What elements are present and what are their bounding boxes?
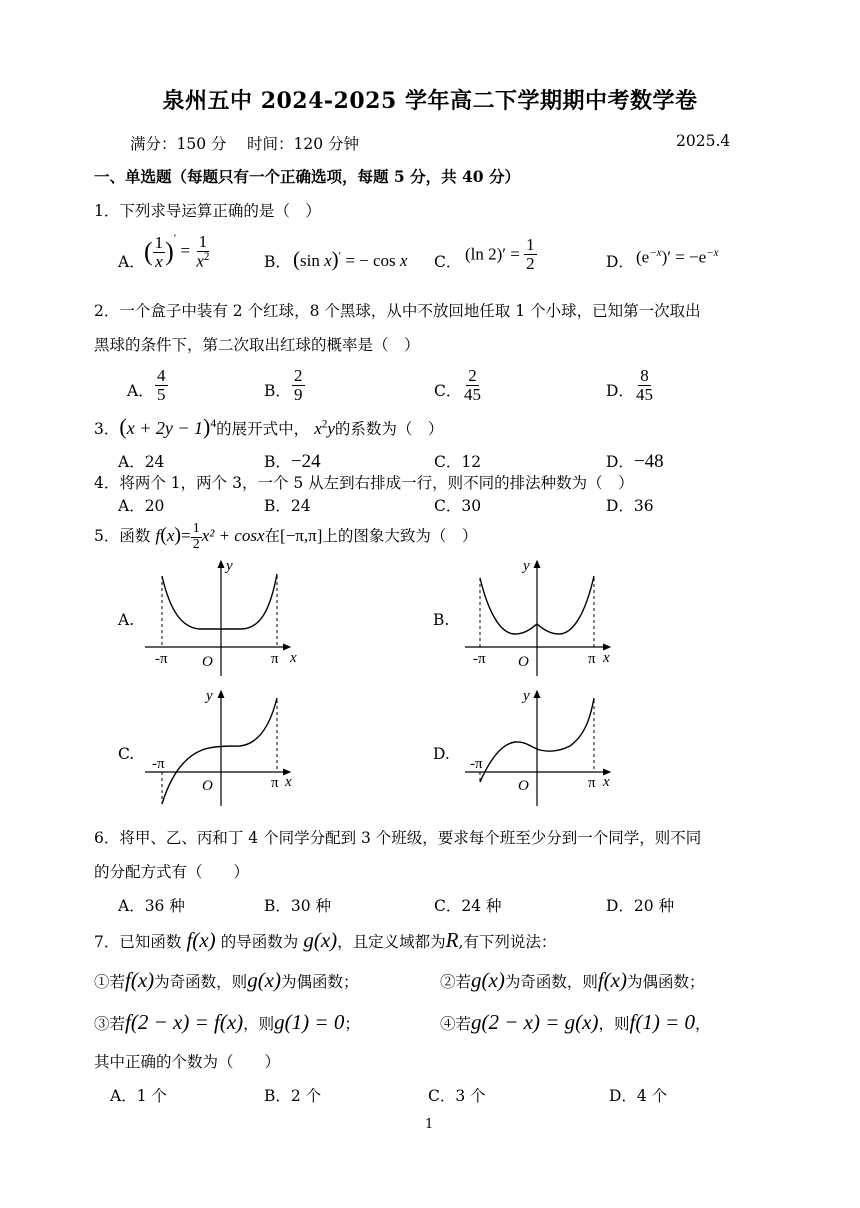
q3-option-d xyxy=(606,450,664,473)
q3-d-value: −48 xyxy=(633,451,664,472)
neg-pi-label: -π xyxy=(155,651,168,667)
q7-s1-g: g(x) xyxy=(247,968,281,992)
q3-power: 4 xyxy=(210,417,217,430)
q1-a-rnum: 1 xyxy=(198,232,208,252)
q5-x: x xyxy=(166,526,175,546)
q7-s2-g: g(x) xyxy=(471,968,505,992)
q5-graph-a xyxy=(140,556,310,678)
q7-s1-f: f(x) xyxy=(125,968,155,992)
q7-s3-pre: ③若 xyxy=(94,1015,126,1033)
q7-s4-mid: ，则 xyxy=(598,1015,630,1033)
page-title: 泉州五中 2024-2025 学年高二下学期期中考数学卷 xyxy=(162,88,698,114)
q7-statement-2 xyxy=(440,968,705,993)
q1-a-eq: = xyxy=(180,241,191,260)
q7-stem xyxy=(94,928,556,953)
x-label: x xyxy=(285,774,292,790)
q7-stem-pre: 7．已知函数 xyxy=(94,933,182,951)
q7-question: 其中正确的个数为（ ） xyxy=(94,1053,281,1071)
q5-in: 在 xyxy=(264,527,281,546)
q3-term-y: y xyxy=(327,419,335,438)
q5-half-num: 1 xyxy=(192,521,200,536)
q5-option-c-label: C. xyxy=(118,745,135,763)
q6-option-b: B．30 种 xyxy=(264,897,332,915)
q3-term-x: x xyxy=(314,419,322,438)
q7-fx: f(x) xyxy=(186,928,216,952)
q5-stem-post: 上的图象大致为（ ） xyxy=(322,527,478,546)
q1-d-mid: )′ = −e xyxy=(661,247,707,267)
q7-s1-mid: 为奇函数，则 xyxy=(154,973,248,991)
q6-option-d: D．20 种 xyxy=(606,897,675,915)
origin-label: O xyxy=(518,778,529,794)
q1-option-b-expr: (sin x)′ = − cos x xyxy=(293,247,408,271)
q5-stem-pre: 5．函数 xyxy=(94,527,151,546)
pi-label: π xyxy=(588,651,596,667)
q7-s2-end: 为偶函数； xyxy=(627,973,705,991)
q1-option-b-label: B． xyxy=(264,253,291,271)
q5-expr-rest: x² + cosx xyxy=(201,526,265,546)
q7-s4-cond: g(2 − x) = g(x) xyxy=(471,1010,599,1034)
q3-b-value: −24 xyxy=(290,451,321,472)
q3-term-pow: 2 xyxy=(321,418,328,431)
q6-option-c: C．24 种 xyxy=(434,897,502,915)
q4-option-d: D．36 xyxy=(606,497,654,515)
q1-stem: 1．下列求导运算正确的是（ ） xyxy=(94,202,321,220)
q2-a-den: 5 xyxy=(157,384,166,404)
q5-graph-d xyxy=(460,686,630,808)
q2-option-b-frac xyxy=(292,367,305,404)
q1-d-e: (e xyxy=(636,247,650,267)
q7-R: R xyxy=(445,928,459,952)
q1-c-num: 1 xyxy=(526,235,535,254)
q7-stem-end: ,有下列说法： xyxy=(458,933,557,951)
q7-s3-end: ； xyxy=(344,1015,360,1033)
q3-stem-end: 的系数为（ ） xyxy=(334,420,444,438)
q1-option-a-label: A． xyxy=(118,253,145,271)
y-label: y xyxy=(523,558,530,574)
q1-a-den: x xyxy=(155,251,163,271)
q2-option-b-label: B． xyxy=(264,382,291,400)
q1-a-num: 1 xyxy=(154,232,164,252)
q5-graph-b xyxy=(460,556,630,678)
q1-option-a-expr: ( $\frac{1}{x}$ )′ = $\frac{1}{x^2}$ xyxy=(144,232,210,271)
origin-label: O xyxy=(202,778,213,794)
q2-b-num: 2 xyxy=(294,366,303,385)
q4-option-c: C．30 xyxy=(434,497,482,515)
q5-option-a-label: A. xyxy=(118,611,135,629)
q5-f: f xyxy=(155,526,161,546)
pi-label: π xyxy=(271,651,279,667)
q7-statement-3 xyxy=(94,1010,360,1035)
q7-statement-4 xyxy=(440,1010,711,1035)
q1-d-sup2: −x xyxy=(706,247,719,259)
q2-option-a-label: A． xyxy=(127,382,154,400)
q7-option-a: A．1 个 xyxy=(110,1087,167,1105)
x-label: x xyxy=(603,774,610,790)
q5-stem: 5．函数 f(x)= $\frac{1}{2}$ x² + cosx在[−π,π]上的图象大致为（ ） xyxy=(94,521,478,552)
y-label: y xyxy=(226,558,233,574)
q2-option-c-frac xyxy=(462,367,483,404)
neg-pi-label: -π xyxy=(473,651,486,667)
origin-label: O xyxy=(518,654,529,670)
q2-d-den: 45 xyxy=(636,384,653,404)
exam-date: 2025.4 xyxy=(676,132,731,150)
q6-stem-line1: 6．将甲、乙、丙和丁 4 个同学分配到 3 个班级，要求每个班至少分到一个同学，则不同 xyxy=(94,829,702,847)
q2-option-d-frac xyxy=(634,367,655,404)
q7-s3-cond: f(2 − x) = f(x) xyxy=(125,1010,244,1034)
q1-b-x: x xyxy=(324,251,332,270)
q1-option-d-expr xyxy=(636,247,719,268)
q2-stem-line1: 2．一个盒子中装有 2 个红球，8 个黑球，从中不放回地任取 1 个小球，已知第一次取出 xyxy=(94,302,701,320)
q1-option-c-expr xyxy=(465,236,537,273)
exam-time: 时间：120 分钟 xyxy=(247,135,360,153)
q7-gx: g(x) xyxy=(303,928,338,952)
q1-b-sin: sin xyxy=(300,251,320,270)
curve xyxy=(162,698,277,804)
q2-c-den: 45 xyxy=(464,384,481,404)
pi-label: π xyxy=(271,775,279,791)
q6-stem-line2: 的分配方式有（ ） xyxy=(94,863,250,881)
q7-s2-mid: 为奇函数，则 xyxy=(504,973,598,991)
q7-s4-end: ， xyxy=(695,1015,711,1033)
q7-stem-mid2: ，且定义域都为 xyxy=(337,933,446,951)
origin-label: O xyxy=(202,654,213,670)
q1-d-sup: −x xyxy=(649,247,662,259)
q7-s2-pre: ②若 xyxy=(440,973,472,991)
q5-interval: [−π,π] xyxy=(280,526,323,546)
q1-c-den: 2 xyxy=(526,253,535,273)
q1-option-c-label: C． xyxy=(434,253,462,271)
neg-pi-label: -π xyxy=(152,756,165,772)
q7-stem-mid: 的导函数为 xyxy=(220,933,299,951)
full-score: 满分：150 分 xyxy=(130,135,227,153)
q3-stem: 3．$(x + 2y - 1)^4$的展开式中， $x^2y$的系数为（ ） xyxy=(94,414,444,439)
q2-option-a-frac xyxy=(155,367,168,404)
q7-s3-res: g(1) = 0 xyxy=(274,1010,345,1034)
q7-option-b: B．2 个 xyxy=(264,1087,322,1105)
x-label: x xyxy=(290,650,297,666)
q7-statement-1 xyxy=(94,968,359,993)
q2-stem-line2: 黑球的条件下，第二次取出红球的概率是（ ） xyxy=(94,336,420,354)
q3-option-b xyxy=(264,450,321,473)
y-label: y xyxy=(206,688,213,704)
q2-c-num: 2 xyxy=(468,366,477,385)
q7-s4-pre: ④若 xyxy=(440,1015,472,1033)
q7-s2-f: f(x) xyxy=(597,968,627,992)
q5-graph-c xyxy=(140,686,310,808)
q5-option-d-label: D. xyxy=(433,745,450,763)
q6-option-a: A．36 种 xyxy=(118,897,185,915)
q1-option-d-label: D． xyxy=(606,253,634,271)
q4-option-b: B．24 xyxy=(264,497,311,515)
q3-option-c: C．12 xyxy=(434,453,482,471)
y-label: y xyxy=(523,688,530,704)
neg-pi-label: -π xyxy=(470,756,483,772)
q3-expr: x + 2y − 1 xyxy=(126,418,203,438)
q7-s1-end: 为偶函数； xyxy=(281,973,359,991)
q2-b-den: 9 xyxy=(294,384,303,404)
section-heading: 一、单选题（每题只有一个正确选项，每题 5 分，共 40 分） xyxy=(94,167,520,186)
q7-s3-mid: ，则 xyxy=(243,1015,275,1033)
q2-option-c-label: C． xyxy=(434,382,462,400)
q3-number: 3． xyxy=(94,420,120,438)
q7-s1-pre: ①若 xyxy=(94,973,126,991)
q2-d-num: 8 xyxy=(640,366,649,385)
q7-s4-res: f(1) = 0 xyxy=(629,1010,695,1034)
q1-b-eq: = − cos xyxy=(345,251,396,270)
q1-b-x2: x xyxy=(399,251,408,270)
q2-a-num: 4 xyxy=(157,366,166,385)
curve xyxy=(162,574,277,629)
q3-stem-rest: 的展开式中， xyxy=(216,420,310,438)
q5-half-den: 2 xyxy=(192,536,200,552)
q5-option-b-label: B. xyxy=(433,611,450,629)
q4-option-a: A．20 xyxy=(118,497,165,515)
q1-a-rden: x xyxy=(196,251,204,271)
q2-option-d-label: D． xyxy=(606,382,634,400)
q1-c-left: (ln 2)′ = xyxy=(465,244,520,264)
page-number: 1 xyxy=(425,1117,434,1132)
q3-b-label: B． xyxy=(264,453,291,471)
q3-option-a: A．24 xyxy=(118,453,165,471)
q7-option-d: D．4 个 xyxy=(609,1087,668,1105)
q7-option-c: C．3 个 xyxy=(428,1087,486,1105)
x-label: x xyxy=(603,650,610,666)
q4-stem: 4．将两个 1，两个 3，一个 5 从左到右排成一行，则不同的排法种数为（ ） xyxy=(94,474,634,492)
pi-label: π xyxy=(588,775,596,791)
q3-d-label: D． xyxy=(606,453,634,471)
